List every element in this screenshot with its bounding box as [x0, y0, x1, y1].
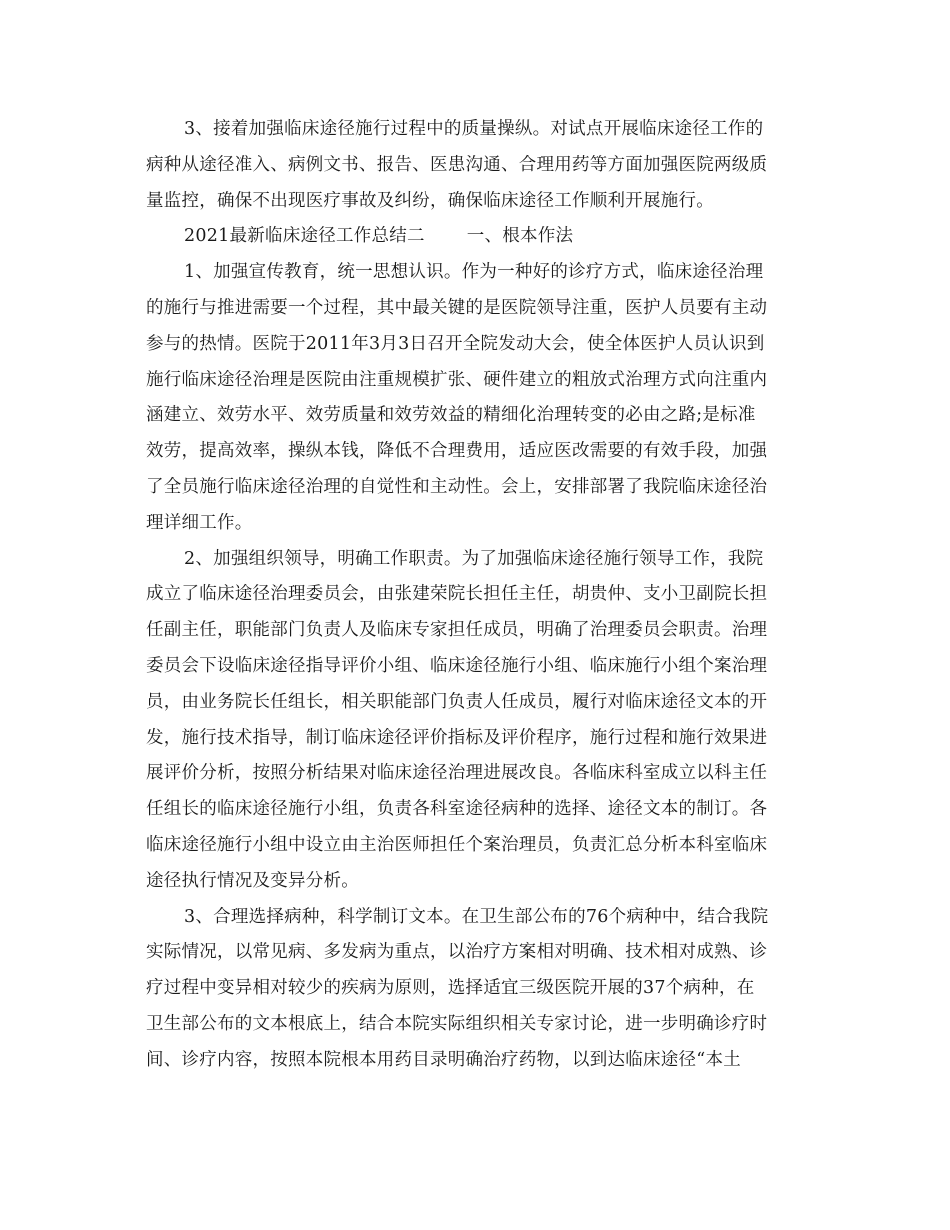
- paragraph-disease-selection: [146, 900, 806, 1079]
- text-line: 效劳，提高效率，操纵本钱，降低不合理费用，适应医改需要的有效手段，加强: [146, 441, 768, 462]
- text-line: 间、诊疗内容，按照本院根本用药目录明确治疗药物，以到达临床途径“本土: [146, 1049, 741, 1070]
- text-line: 1、加强宣传教育，统一思想认识。作为一种好的诊疗方式，临床途径治理: [184, 262, 764, 283]
- text-line: 员，由业务院长任组长，相关职能部门负责人任成员，履行对临床途径文本的开: [146, 691, 768, 712]
- text-line: 的施行与推进需要一个过程，其中最关键的是医院领导注重，医护人员要有主动: [146, 297, 768, 318]
- paragraph-organization-leadership: [146, 542, 806, 900]
- text-line: 疗过程中变异相对较少的疾病为原则，选择适宜三级医院开展的37个病种，在: [146, 978, 755, 999]
- text-line: 参与的热情。医院于2011年3月3日召开全院发动大会，使全体医护人员认识到: [146, 333, 765, 354]
- text-line: 实际情况，以常见病、多发病为重点，以治疗方案相对明确、技术相对成熟、诊: [146, 942, 768, 963]
- text-line: 3、合理选择病种，科学制订文本。在卫生部公布的76个病种中，结合我院: [184, 906, 769, 927]
- section-title: 一、根本作法: [466, 226, 574, 247]
- text-line: 3、接着加强临床途径施行过程中的质量操纵。对试点开展临床途径工作的: [184, 119, 764, 139]
- paragraph-publicity-education: [146, 255, 806, 541]
- text-line: 展评价分析，按照分析结果对临床途径治理进展改良。各临床科室成立以科主任: [146, 763, 768, 784]
- text-line: 发，施行技术指导，制订临床途径评价指标及评价程序，施行过程和施行效果进: [146, 727, 768, 748]
- text-line: 途径执行情况及变异分析。: [146, 870, 359, 891]
- text-line: 施行临床途径治理是医院由注重规模扩张、硬件建立的粗放式治理方式向注重内: [146, 369, 768, 390]
- text-line: 2、加强组织领导，明确工作职责。为了加强临床途径施行领导工作，我院: [184, 548, 764, 569]
- text-line: 委员会下设临床途径指导评价小组、临床途径施行小组、临床施行小组个案治理: [146, 655, 768, 676]
- text-line: 任组长的临床途径施行小组，负责各科室途径病种的选择、途径文本的制订。各: [146, 799, 768, 820]
- document-body: [146, 112, 806, 1079]
- text-line: 临床途径施行小组中设立由主治医师担任个案治理员，负责汇总分析本科室临床: [146, 834, 768, 855]
- text-line: 成立了临床途径治理委员会，由张建荣院长担任主任，胡贵仲、支小卫副院长担: [146, 584, 768, 605]
- text-line: 卫生部公布的文本根底上，结合本院实际组织相关专家讨论，进一步明确诊疗时: [146, 1013, 768, 1034]
- paragraph-quality-control: [146, 112, 806, 219]
- text-line: 任副主任，职能部门负责人及临床专家担任成员，明确了治理委员会职责。治理: [146, 620, 768, 641]
- text-line: 了全员施行临床途径治理的自觉性和主动性。会上，安排部署了我院临床途径治: [146, 476, 768, 497]
- text-line: 病种从途径准入、病例文书、报告、医患沟通、合理用药等方面加强医院两级质: [146, 154, 768, 175]
- section-heading: [146, 219, 806, 255]
- text-line: 理详细工作。: [146, 512, 253, 533]
- text-line: 量监控，确保不出现医疗事故及纠纷，确保临床途径工作顺利开展施行。: [146, 190, 714, 211]
- text-line: 涵建立、效劳水平、效劳质量和效劳效益的精细化治理转变的必由之路;是标准: [146, 405, 756, 426]
- document-title: 2021最新临床途径工作总结二: [184, 226, 425, 247]
